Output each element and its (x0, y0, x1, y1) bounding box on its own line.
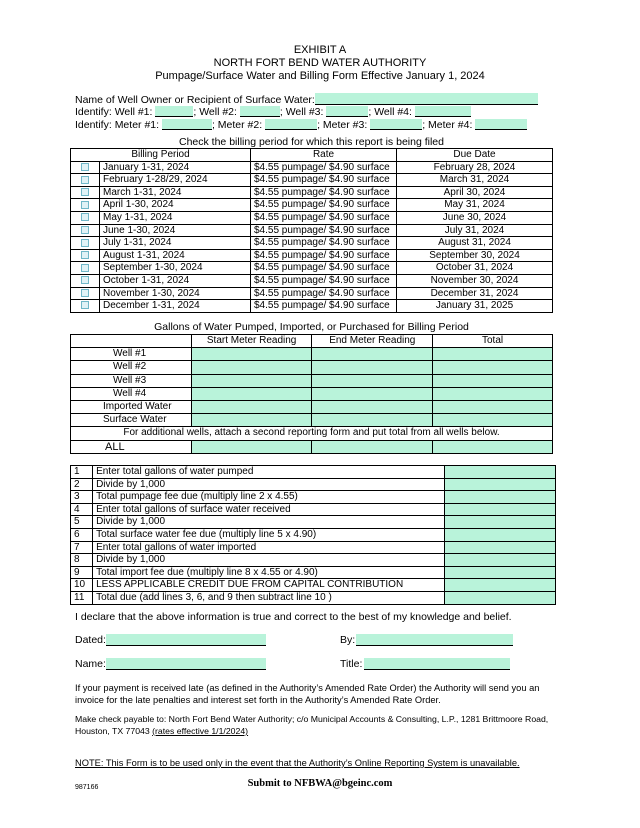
start-reading-field[interactable] (191, 361, 312, 374)
billing-rate: $4.55 pumpage/ $4.90 surface (251, 237, 397, 250)
billing-period: September 1-30, 2024 (100, 262, 251, 275)
calc-text: LESS APPLICABLE CREDIT DUE FROM CAPITAL CONTRIBUTION (93, 579, 444, 592)
billing-due: July 31, 2024 (397, 224, 553, 237)
gallons-col-start: Start Meter Reading (191, 335, 312, 348)
billing-row (71, 224, 553, 237)
calc-row (71, 554, 556, 567)
calc-num: 5 (71, 516, 93, 529)
total-field[interactable] (433, 361, 553, 374)
billing-rate: $4.55 pumpage/ $4.90 surface (251, 249, 397, 262)
title-field[interactable] (364, 658, 510, 670)
gallons-row (71, 401, 553, 414)
billing-rate: $4.55 pumpage/ $4.90 surface (251, 287, 397, 300)
submit-email: Submit to NFBWA@bgeinc.com (247, 778, 393, 789)
start-reading-field[interactable] (191, 374, 312, 387)
gallons-col-total: Total (433, 335, 553, 348)
billing-due: June 30, 2024 (397, 211, 553, 224)
billing-due: February 28, 2024 (397, 161, 553, 174)
rates-note: (rates effective 1/1/2024) (152, 726, 249, 736)
calc-text: Enter total gallons of surface water received (93, 503, 444, 516)
billing-rate: $4.55 pumpage/ $4.90 surface (251, 199, 397, 212)
well1-label: Identify: Well #1: (75, 106, 153, 118)
billing-rate: $4.55 pumpage/ $4.90 surface (251, 300, 397, 313)
billing-checkbox[interactable] (71, 262, 100, 275)
gallons-row-label: Surface Water (71, 414, 192, 427)
billing-due: December 31, 2024 (397, 287, 553, 300)
payable-block (75, 713, 555, 737)
well4-field[interactable] (415, 106, 471, 117)
gallons-all-row (71, 440, 553, 453)
billing-checkbox[interactable] (71, 287, 100, 300)
form-number: 987166 (75, 784, 99, 791)
total-field[interactable] (433, 387, 553, 400)
all-end-field[interactable] (312, 440, 433, 453)
well4-label: ; Well #4: (368, 106, 412, 118)
gallons-row-label: Well #4 (71, 387, 192, 400)
calc-num: 3 (71, 491, 93, 504)
calc-num: 11 (71, 591, 93, 604)
declaration: I declare that the above information is true and correct to the best of my knowledge and belief. (75, 611, 512, 623)
billing-period: April 1-30, 2024 (100, 199, 251, 212)
calc-text: Divide by 1,000 (93, 516, 444, 529)
title-label: Title: (340, 658, 363, 670)
gallons-note-row (71, 427, 553, 440)
calc-row (71, 591, 556, 604)
well2-label: ; Well #2: (193, 106, 237, 118)
gallons-header-row (71, 335, 553, 348)
well3-label: ; Well #3: (279, 106, 324, 118)
well1-field[interactable] (155, 106, 193, 117)
calc-row (71, 503, 556, 516)
billing-row (71, 186, 553, 199)
billing-checkbox[interactable] (71, 237, 100, 250)
calc-row (71, 528, 556, 541)
gallons-row-label: Well #2 (71, 361, 192, 374)
gallons-all-label: ALL (71, 440, 192, 453)
by-field[interactable] (356, 634, 513, 646)
calc-value-field[interactable] (444, 503, 555, 516)
meter2-label: ; Meter #2: (211, 119, 263, 131)
owner-label: Name of Well Owner or Recipient of Surface Water: (75, 94, 315, 106)
end-reading-field[interactable] (312, 374, 433, 387)
billing-period: January 1-31, 2024 (100, 161, 251, 174)
meter2-field[interactable] (265, 119, 317, 130)
billing-rate: $4.55 pumpage/ $4.90 surface (251, 211, 397, 224)
billing-header-row (71, 149, 553, 162)
calc-num: 1 (71, 466, 93, 479)
calc-row (71, 491, 556, 504)
end-reading-field[interactable] (312, 414, 433, 427)
gallons-table (70, 334, 553, 454)
end-reading-field[interactable] (312, 361, 433, 374)
calc-value-field[interactable] (444, 566, 555, 579)
billing-period: March 1-31, 2024 (100, 186, 251, 199)
billing-rate: $4.55 pumpage/ $4.90 surface (251, 262, 397, 275)
billing-checkbox[interactable] (71, 211, 100, 224)
billing-period: July 1-31, 2024 (100, 237, 251, 250)
calc-num: 2 (71, 478, 93, 491)
calc-text: Enter total gallons of water pumped (93, 466, 444, 479)
gallons-row-label: Well #3 (71, 374, 192, 387)
start-reading-field[interactable] (191, 387, 312, 400)
gallons-row (71, 348, 553, 361)
calc-row (71, 516, 556, 529)
calc-text: Total due (add lines 3, 6, and 9 then subtract line 10 ) (93, 591, 444, 604)
late-notice: If your payment is received late (as defined in the Authority’s Amended Rate Order) the Authority will send you an invoice for the late penalties and interest set forth in the Authority’s Amended Rate Order. (75, 683, 540, 705)
calc-num: 9 (71, 566, 93, 579)
billing-row (71, 237, 553, 250)
billing-checkbox[interactable] (71, 224, 100, 237)
billing-due: November 30, 2024 (397, 274, 553, 287)
billing-row (71, 287, 553, 300)
all-total-field[interactable] (433, 440, 553, 453)
billing-period: November 1-30, 2024 (100, 287, 251, 300)
by-label: By: (340, 634, 356, 646)
all-start-field[interactable] (191, 440, 312, 453)
calc-text: Divide by 1,000 (93, 478, 444, 491)
gallons-row (71, 361, 553, 374)
billing-due: October 31, 2024 (397, 262, 553, 275)
total-field[interactable] (433, 374, 553, 387)
end-reading-field[interactable] (312, 401, 433, 414)
calc-num: 4 (71, 503, 93, 516)
calc-row (71, 566, 556, 579)
calc-text: Total pumpage fee due (multiply line 2 x 4.55) (93, 491, 444, 504)
billing-due: August 31, 2024 (397, 237, 553, 250)
billing-row (71, 199, 553, 212)
billing-checkbox[interactable] (71, 199, 100, 212)
billing-checkbox[interactable] (71, 274, 100, 287)
billing-col-period: Billing Period (71, 149, 251, 162)
calc-value-field[interactable] (444, 528, 555, 541)
billing-rate: $4.55 pumpage/ $4.90 surface (251, 274, 397, 287)
calc-value-field[interactable] (444, 541, 555, 554)
billing-due: April 30, 2024 (397, 186, 553, 199)
billing-rate: $4.55 pumpage/ $4.90 surface (251, 186, 397, 199)
billing-rate: $4.55 pumpage/ $4.90 surface (251, 161, 397, 174)
calc-value-field[interactable] (444, 591, 555, 604)
calc-table (70, 465, 556, 605)
gallons-row-label: Well #1 (71, 348, 192, 361)
gallons-title: Gallons of Water Pumped, Imported, or Purchased for Billing Period (154, 321, 469, 333)
gallons-corner (71, 335, 192, 348)
billing-table (70, 148, 553, 313)
exhibit-title: EXHIBIT A (293, 44, 347, 56)
meter3-field[interactable] (370, 119, 422, 130)
start-reading-field[interactable] (191, 348, 312, 361)
name-label: Name: (75, 658, 106, 670)
billing-col-rate: Rate (251, 149, 397, 162)
meter4-label: ; Meter #4: (422, 119, 473, 131)
owner-name-field[interactable] (315, 93, 538, 105)
billing-checkbox[interactable] (71, 161, 100, 174)
calc-num: 7 (71, 541, 93, 554)
billing-checkbox[interactable] (71, 249, 100, 262)
start-reading-field[interactable] (191, 401, 312, 414)
meter1-label: Identify: Meter #1: (75, 119, 160, 131)
wells-row (75, 106, 471, 118)
billing-period: February 1-28/29, 2024 (100, 174, 251, 187)
calc-value-field[interactable] (444, 491, 555, 504)
total-field[interactable] (433, 414, 553, 427)
meter1-field[interactable] (162, 119, 212, 130)
gallons-row (71, 387, 553, 400)
calc-text: Enter total gallons of water imported (93, 541, 444, 554)
calc-row (71, 466, 556, 479)
calc-num: 10 (71, 579, 93, 592)
billing-period: June 1-30, 2024 (100, 224, 251, 237)
billing-period: May 1-31, 2024 (100, 211, 251, 224)
calc-row (71, 478, 556, 491)
billing-period: December 1-31, 2024 (100, 300, 251, 313)
dated-label: Dated: (75, 634, 106, 646)
calc-value-field[interactable] (444, 554, 555, 567)
well2-field[interactable] (240, 106, 280, 117)
authority-name: NORTH FORT BEND WATER AUTHORITY (213, 57, 427, 69)
end-reading-field[interactable] (312, 348, 433, 361)
calc-value-field[interactable] (444, 478, 555, 491)
calc-row (71, 579, 556, 592)
billing-period: August 1-31, 2024 (100, 249, 251, 262)
dated-field[interactable] (106, 634, 266, 646)
gallons-row (71, 374, 553, 387)
billing-col-due: Due Date (397, 149, 553, 162)
calc-num: 6 (71, 528, 93, 541)
gallons-row (71, 414, 553, 427)
billing-row (71, 300, 553, 313)
billing-row (71, 262, 553, 275)
billing-instruction: Check the billing period for which this report is being filed (179, 136, 444, 148)
meter4-field[interactable] (475, 119, 527, 130)
billing-row (71, 249, 553, 262)
meter3-label: ; Meter #3: (317, 119, 368, 131)
calc-text: Divide by 1,000 (93, 554, 444, 567)
billing-due: January 31, 2025 (397, 300, 553, 313)
calc-value-field[interactable] (444, 466, 555, 479)
calc-value-field[interactable] (444, 516, 555, 529)
owner-row (75, 93, 538, 106)
billing-row (71, 161, 553, 174)
gallons-row-label: Imported Water (71, 401, 192, 414)
billing-checkbox[interactable] (71, 174, 100, 187)
payable-text: Make check payable to: North Fort Bend Water Authority; c/o Municipal Accounts & Consulting, L.P., 1281 Brittmoore Road, Houston, TX 77043 (75, 714, 549, 736)
billing-due: May 31, 2024 (397, 199, 553, 212)
billing-row (71, 274, 553, 287)
billing-due: March 31, 2024 (397, 174, 553, 187)
gallons-col-end: End Meter Reading (312, 335, 433, 348)
form-subtitle: Pumpage/Surface Water and Billing Form Effective January 1, 2024 (155, 70, 485, 82)
billing-checkbox[interactable] (71, 186, 100, 199)
end-reading-field[interactable] (312, 387, 433, 400)
billing-due: September 30, 2024 (397, 249, 553, 262)
calc-text: Total import fee due (multiply line 8 x 4.55 or 4.90) (93, 566, 444, 579)
online-note: NOTE: This Form is to be used only in the event that the Authority’s Online Reporting System is unavailable. (75, 758, 520, 768)
calc-value-field[interactable] (444, 579, 555, 592)
billing-row (71, 211, 553, 224)
billing-row (71, 174, 553, 187)
total-field[interactable] (433, 348, 553, 361)
calc-text: Total surface water fee due (multiply line 5 x 4.90) (93, 528, 444, 541)
calc-row (71, 541, 556, 554)
calc-num: 8 (71, 554, 93, 567)
billing-rate: $4.55 pumpage/ $4.90 surface (251, 224, 397, 237)
well3-field[interactable] (326, 106, 368, 117)
total-field[interactable] (433, 401, 553, 414)
billing-period: October 1-31, 2024 (100, 274, 251, 287)
start-reading-field[interactable] (191, 414, 312, 427)
meters-row (75, 119, 527, 131)
gallons-note: For additional wells, attach a second reporting form and put total from all wells below. (71, 427, 553, 440)
billing-rate: $4.55 pumpage/ $4.90 surface (251, 174, 397, 187)
name-field[interactable] (106, 658, 266, 670)
billing-checkbox[interactable] (71, 300, 100, 313)
